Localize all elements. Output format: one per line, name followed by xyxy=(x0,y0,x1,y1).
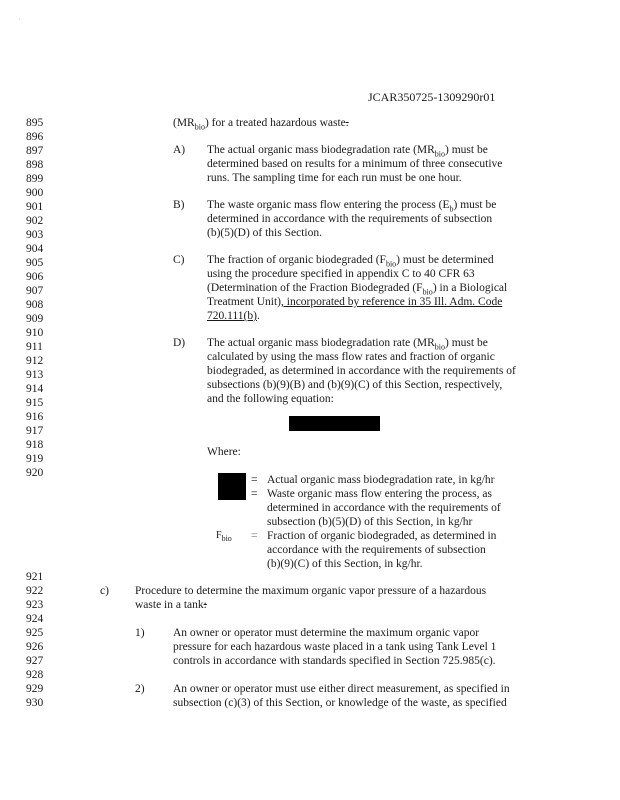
item-d-line-4: subsections (b)(9)(B) and (b)(9)(C) of this Section, respectively, xyxy=(207,379,503,391)
section-c-label: c) xyxy=(100,585,109,597)
line-number: 927 xyxy=(26,655,44,667)
redacted-symbols xyxy=(218,473,246,500)
line-number: 929 xyxy=(26,683,44,695)
line-number: 899 xyxy=(26,173,44,185)
c-item-2-line-2: subsection (c)(3) of this Section, or knowledge of the waste, as specified xyxy=(173,697,507,709)
line-number: 919 xyxy=(26,453,44,465)
item-a-line-3: runs. The sampling time for each run must be one hour. xyxy=(207,172,462,184)
line-number: 924 xyxy=(26,613,44,625)
item-a-line-2: determined based on results for a minimum of three consecutive xyxy=(207,158,503,170)
def-3-line-2: accordance with the requirements of subsection xyxy=(267,544,486,556)
line-number: 918 xyxy=(26,439,44,451)
line-number: 906 xyxy=(26,271,44,283)
def-2-line-1: Waste organic mass flow entering the process, as xyxy=(267,488,492,500)
line-number: 914 xyxy=(26,383,44,395)
item-b-line-1: The waste organic mass flow entering the process $(E_b)$ must be xyxy=(207,199,497,214)
item-d-line-5: and the following equation: xyxy=(207,393,334,405)
line-number: 922 xyxy=(26,585,44,597)
line-number: 912 xyxy=(26,355,44,367)
def-1-eq: = xyxy=(251,474,258,486)
line-number: 913 xyxy=(26,369,44,381)
item-b-line-3: (b)(5)(D) of this Section. xyxy=(207,227,322,239)
item-a-label: A) xyxy=(173,144,186,156)
where-label: Where: xyxy=(207,446,241,458)
c-item-2-label: 2) xyxy=(135,683,145,695)
document-id: JCAR350725-1309290r01 xyxy=(368,90,496,104)
line-number: 907 xyxy=(26,285,44,297)
line-number: 908 xyxy=(26,299,44,311)
line-number: 904 xyxy=(26,243,44,255)
line-number: 928 xyxy=(26,669,44,681)
line-number: 905 xyxy=(26,257,44,269)
item-c-label: C) xyxy=(173,254,185,266)
def-3-line-1: Fraction of organic biodegraded, as determined in xyxy=(267,530,497,542)
item-a-line-1: The actual organic mass biodegradation rate $(MR_{bio})$ must be xyxy=(207,144,488,159)
line-number: 909 xyxy=(26,313,44,325)
def-2-eq: = xyxy=(251,488,258,500)
c-item-1-line-2: pressure for each hazardous waste placed in a tank using Tank Level 1 xyxy=(173,641,497,653)
line-number: 920 xyxy=(26,467,44,479)
line-number: 910 xyxy=(26,327,44,339)
line-number: 901 xyxy=(26,201,44,213)
line-number: 917 xyxy=(26,425,44,437)
item-d-label: D) xyxy=(173,337,186,349)
c-item-1-line-3: controls in accordance with standards specified in Section 725.985(c). xyxy=(173,655,496,667)
c-item-1-label: 1) xyxy=(135,627,145,639)
line-number: 902 xyxy=(26,215,44,227)
def-2-line-2: determined in accordance with the requirements of xyxy=(267,502,501,514)
item-c-line-3: (Determination of the Fraction Biodegraded $(F_{bio})$ in a Biological xyxy=(207,282,508,297)
line-number: 900 xyxy=(26,187,44,199)
item-d-line-1: The actual organic mass biodegradation rate $(MR_{bio})$ must be xyxy=(207,337,488,352)
line-number: 916 xyxy=(26,411,44,423)
def-2-line-3: subsection (b)(5)(D) of this Section, in kg/hr xyxy=(267,516,473,528)
def-1-line-1: Actual organic mass biodegradation rate, in kg/hr xyxy=(267,474,495,486)
line-number: 930 xyxy=(26,697,44,709)
item-c-line-5: 720.111(b). xyxy=(207,310,260,322)
line-number: 898 xyxy=(26,159,44,171)
line-number: 903 xyxy=(26,229,44,241)
item-c-line-2: using the procedure specified in appendix C to 40 CFR 63 xyxy=(207,268,475,280)
line-number: 921 xyxy=(26,571,44,583)
line-number: 926 xyxy=(26,641,44,653)
item-d-line-3: biodegraded, as determined in accordance with the requirements of xyxy=(207,365,516,377)
section-c-line-2: waste in a tank: xyxy=(135,599,207,611)
item-b-line-2: determined in accordance with the requirements of subsection xyxy=(207,213,493,225)
intro-line: $(MR_{bio})$ for a treated hazardous waste. xyxy=(173,117,349,132)
line-number: 923 xyxy=(26,599,44,611)
item-c-line-1: The fraction of organic biodegraded $(F_{bio})$ must be determined xyxy=(207,254,494,269)
line-number: 915 xyxy=(26,397,44,409)
c-item-2-line-1: An owner or operator must use either direct measurement, as specified in xyxy=(173,683,510,695)
section-c-line-1: Procedure to determine the maximum organic vapor pressure of a hazardous xyxy=(135,585,487,597)
line-number: 895 xyxy=(26,117,44,129)
line-number: 897 xyxy=(26,145,44,157)
item-d-line-2: calculated by using the mass flow rates and fraction of organic xyxy=(207,351,495,363)
item-c-line-4: Treatment Unit), incorporated by reference in 35 Ill. Adm. Code xyxy=(207,296,503,308)
def-3-eq: = xyxy=(251,530,258,542)
redacted-equation xyxy=(289,416,380,431)
scan-mark: · xyxy=(18,14,21,24)
line-number: 911 xyxy=(26,341,43,353)
def-3-symbol: $F_{bio}$ xyxy=(216,530,232,543)
item-b-label: B) xyxy=(173,199,185,211)
c-item-1-line-1: An owner or operator must determine the maximum organic vapor xyxy=(173,627,480,639)
line-number: 896 xyxy=(26,131,44,143)
line-number: 925 xyxy=(26,627,44,639)
def-3-line-3: (b)(9)(C) of this Section, in kg/hr. xyxy=(267,558,423,570)
